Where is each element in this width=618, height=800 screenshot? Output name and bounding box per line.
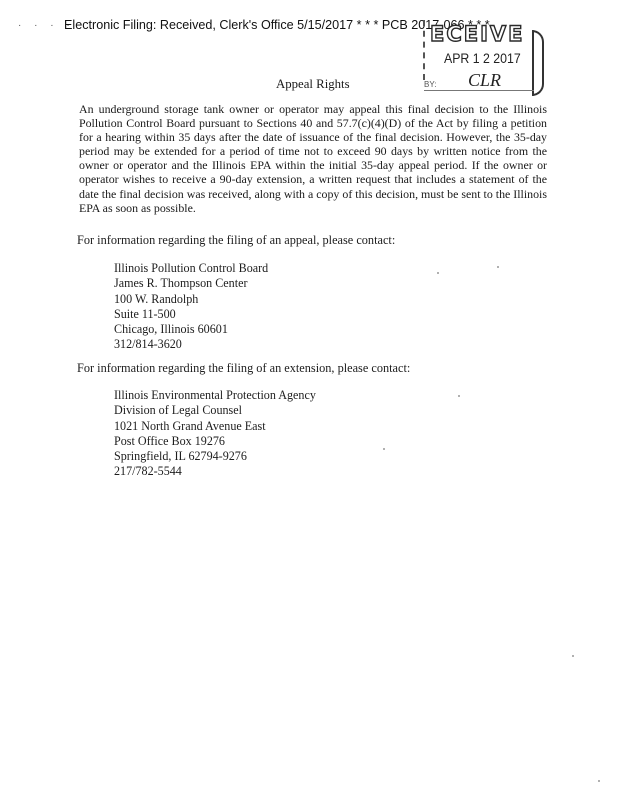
address-line: Post Office Box 19276 bbox=[114, 433, 225, 448]
scan-speck bbox=[383, 448, 385, 450]
phone-line: 217/782-5544 bbox=[114, 464, 182, 479]
address-line: Illinois Pollution Control Board bbox=[114, 261, 269, 275]
appeal-contact-address bbox=[114, 261, 268, 353]
scan-speck bbox=[572, 655, 574, 657]
phone-line: 312/814-3620 bbox=[114, 337, 182, 352]
address-line: Suite 11-500 bbox=[114, 306, 176, 321]
address-line: 1021 North Grand Avenue East bbox=[114, 418, 266, 433]
extension-contact-label: For information regarding the filing of an extension, please contact: bbox=[77, 361, 411, 375]
address-line: Division of Legal Counsel bbox=[114, 403, 242, 418]
stamp-initials: CLR bbox=[468, 70, 502, 90]
scan-speck bbox=[437, 272, 439, 274]
address-line: James R. Thompson Center bbox=[114, 276, 248, 291]
address-line: Chicago, Illinois 60601 bbox=[114, 322, 228, 337]
address-line: 100 W. Randolph bbox=[114, 291, 199, 306]
scan-speck bbox=[458, 395, 460, 397]
address-line: Springfield, IL 62794-9276 bbox=[114, 449, 247, 464]
stamp-received-word: ECEIVE bbox=[430, 22, 525, 46]
received-stamp bbox=[420, 20, 544, 98]
stamp-by-label: BY: bbox=[424, 80, 534, 91]
electronic-filing-header: Electronic Filing: Received, Clerk's Office 5/15/2017 * * * PCB 2017-066 * * * bbox=[64, 18, 490, 32]
appeal-rights-paragraph: An underground storage tank owner or operator may appeal this final decision to the Illinois Pollution Control Board pursuant to Sections 40 and 57.7(c)(4)(D) of the Act by filing a petition for a hearing within 35 days after the date of issuance of the final decision. However, the 35-day period may be extended for a period of time not to exceed 90 days by written notice from the owner or operator and the Illinois EPA within the initial 35-day appeal period. If the owner or operator wishes to receive a 90-day extension, a written request that includes a statement of the date the final decision was received, along with a copy of this decision, must be sent to the Illinois EPA as soon as possible. bbox=[79, 102, 547, 215]
page-title: Appeal Rights bbox=[276, 77, 350, 91]
stamp-date: APR 1 2 2017 bbox=[444, 50, 521, 66]
stamp-r-fragment bbox=[423, 20, 429, 80]
scan-speck bbox=[598, 780, 600, 782]
scan-speck bbox=[497, 266, 499, 268]
appeal-contact-label: For information regarding the filing of an appeal, please contact: bbox=[77, 233, 396, 247]
extension-contact-address bbox=[114, 388, 316, 480]
address-line: Illinois Environmental Protection Agency bbox=[114, 388, 316, 402]
scan-marks: · · · · bbox=[18, 20, 75, 31]
